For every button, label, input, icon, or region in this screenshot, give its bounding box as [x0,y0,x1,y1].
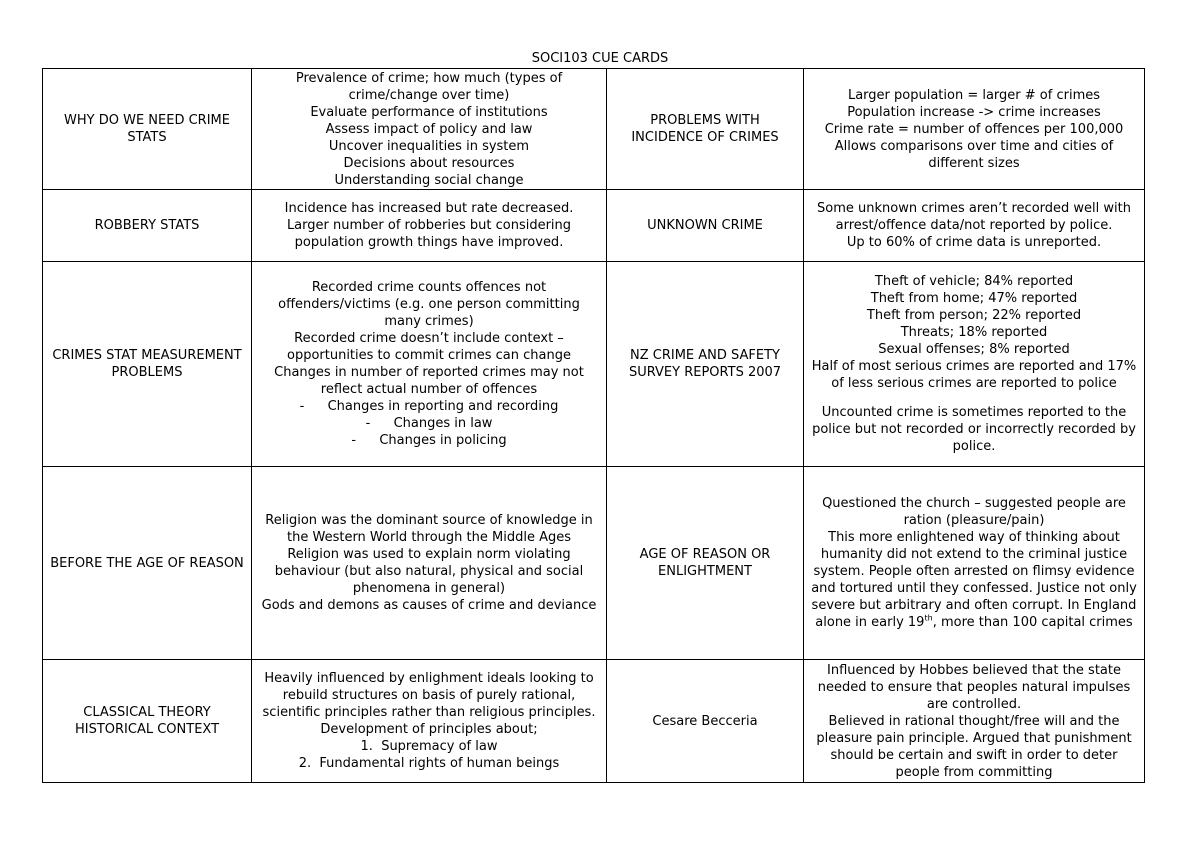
ordinal-suffix: th [924,613,933,623]
notes-cell [804,660,1145,783]
numbered-item [258,755,600,772]
note-line: Religion was the dominant source of knowledge in the Western World through the Middle Ages [265,513,593,545]
note-line: Questioned the church – suggested people are ration (pleasure/pain) [822,496,1126,528]
note-line: Allows comparisons over time and cities of different sizes [834,138,1114,171]
notes-cell [252,262,607,467]
note-line: Prevalence of crime; how much (types of crime/change over time) [295,70,563,103]
table-row [43,262,1145,467]
note-line: Decisions about resources [343,155,515,171]
notes-cell [804,190,1145,262]
item-text: Supremacy of law [381,739,498,754]
spacer [810,392,1138,404]
note-line: Understanding social change [334,172,524,188]
item-text: Fundamental rights of human beings [319,756,560,771]
note-line: Population increase -> crime increases [847,104,1101,120]
topic-cell: ROBBERY STATS [43,190,252,262]
notes-cell [252,467,607,660]
note-text: This more enlightened way of thinking about humanity did not extend to the criminal justice system. People often arrested on flimsy evidence and tortured until they confessed. Justice not only severe but arbitrary and often corrupt. In England alone in early 19 [811,530,1137,630]
notes-cell [252,69,607,190]
note-line: Evaluate performance of institutions [310,104,548,120]
notes-cell [804,262,1145,467]
numbered-item [258,738,600,755]
note-line: Uncounted crime is sometimes reported to the police but not recorded or incorrectly recorded by police. [812,405,1136,454]
table-row [43,190,1145,262]
note-line: Incidence has increased but rate decreased. [284,201,574,216]
item-number: 1. [360,739,373,754]
topic-cell: PROBLEMS WITH INCIDENCE OF CRIMES [607,69,804,190]
note-line: Threats; 18% reported [900,325,1048,340]
note-line: Heavily influenced by enlighment ideals looking to rebuild structures on basis of purely rational, scientific principles rather than religious principles. Development of principles about; [262,671,596,737]
note-line: Believed in rational thought/free will and the pleasure pain principle. Argued that punishment should be certain and swift in order to deter people from committing [816,713,1132,780]
note-text: , more than 100 capital crimes [932,615,1133,630]
note-line: Sexual offenses; 8% reported [878,342,1070,357]
note-line: Influenced by Hobbes believed that the state needed to ensure that peoples natural impulses are controlled. [817,662,1131,712]
list-item-text: Changes in reporting and recording [327,399,559,414]
note-line: Theft of vehicle; 84% reported [874,274,1074,289]
topic-cell: CLASSICAL THEORY HISTORICAL CONTEXT [43,660,252,783]
topic-cell: CRIMES STAT MEASUREMENT PROBLEMS [43,262,252,467]
note-line: Religion was used to explain norm violating behaviour (but also natural, physical and social phenomena in general) [274,547,584,596]
note-line: Larger population = larger # of crimes [847,87,1101,103]
note-line: Crime rate = number of offences per 100,000 [824,121,1124,137]
note-line: Half of most serious crimes are reported and 17% of less serious crimes are reported to police [811,359,1137,391]
note-line: Recorded crime doesn’t include context – opportunities to commit crimes can change [286,331,571,363]
note-line: Theft from home; 47% reported [870,291,1078,306]
list-item-text: Changes in law [393,416,493,431]
table-row [43,660,1145,783]
dash-marker: - [365,416,371,431]
list-item [258,398,600,415]
topic-cell: Cesare Becceria [607,660,804,783]
list-item-text: Changes in policing [379,433,507,448]
topic-cell: NZ CRIME AND SAFETY SURVEY REPORTS 2007 [607,262,804,467]
note-line: Up to 60% of crime data is unreported. [846,235,1102,250]
topic-cell: AGE OF REASON OR ENLIGHTMENT [607,467,804,660]
item-number: 2. [298,756,312,771]
notes-cell [804,467,1145,660]
note-line: Larger number of robberies but considering population growth things have improved. [286,218,572,250]
notes-cell [804,69,1145,190]
table-row [43,467,1145,660]
notes-cell [252,190,607,262]
dash-marker: - [299,399,305,414]
note-line: Gods and demons as causes of crime and deviance [261,598,597,613]
topic-cell: UNKNOWN CRIME [607,190,804,262]
note-line: Changes in number of reported crimes may not reflect actual number of offences [274,365,584,397]
note-line [810,529,1138,631]
list-item [258,415,600,432]
note-line: Recorded crime counts offences not offenders/victims (e.g. one person committing many crimes) [278,280,580,329]
note-line: Uncover inequalities in system [328,138,530,154]
cue-cards-table [42,68,1145,783]
note-line: Some unknown crimes aren’t recorded well with arrest/offence data/not reported by police. [817,201,1131,233]
note-line: Theft from person; 22% reported [866,308,1082,323]
note-line: Assess impact of policy and law [325,121,533,137]
dash-marker: - [351,433,357,448]
document-title: SOCI103 CUE CARDS [531,51,669,66]
table-row [43,69,1145,190]
notes-cell [252,660,607,783]
topic-cell: BEFORE THE AGE OF REASON [43,467,252,660]
list-item [258,432,600,449]
topic-cell: WHY DO WE NEED CRIME STATS [43,69,252,190]
